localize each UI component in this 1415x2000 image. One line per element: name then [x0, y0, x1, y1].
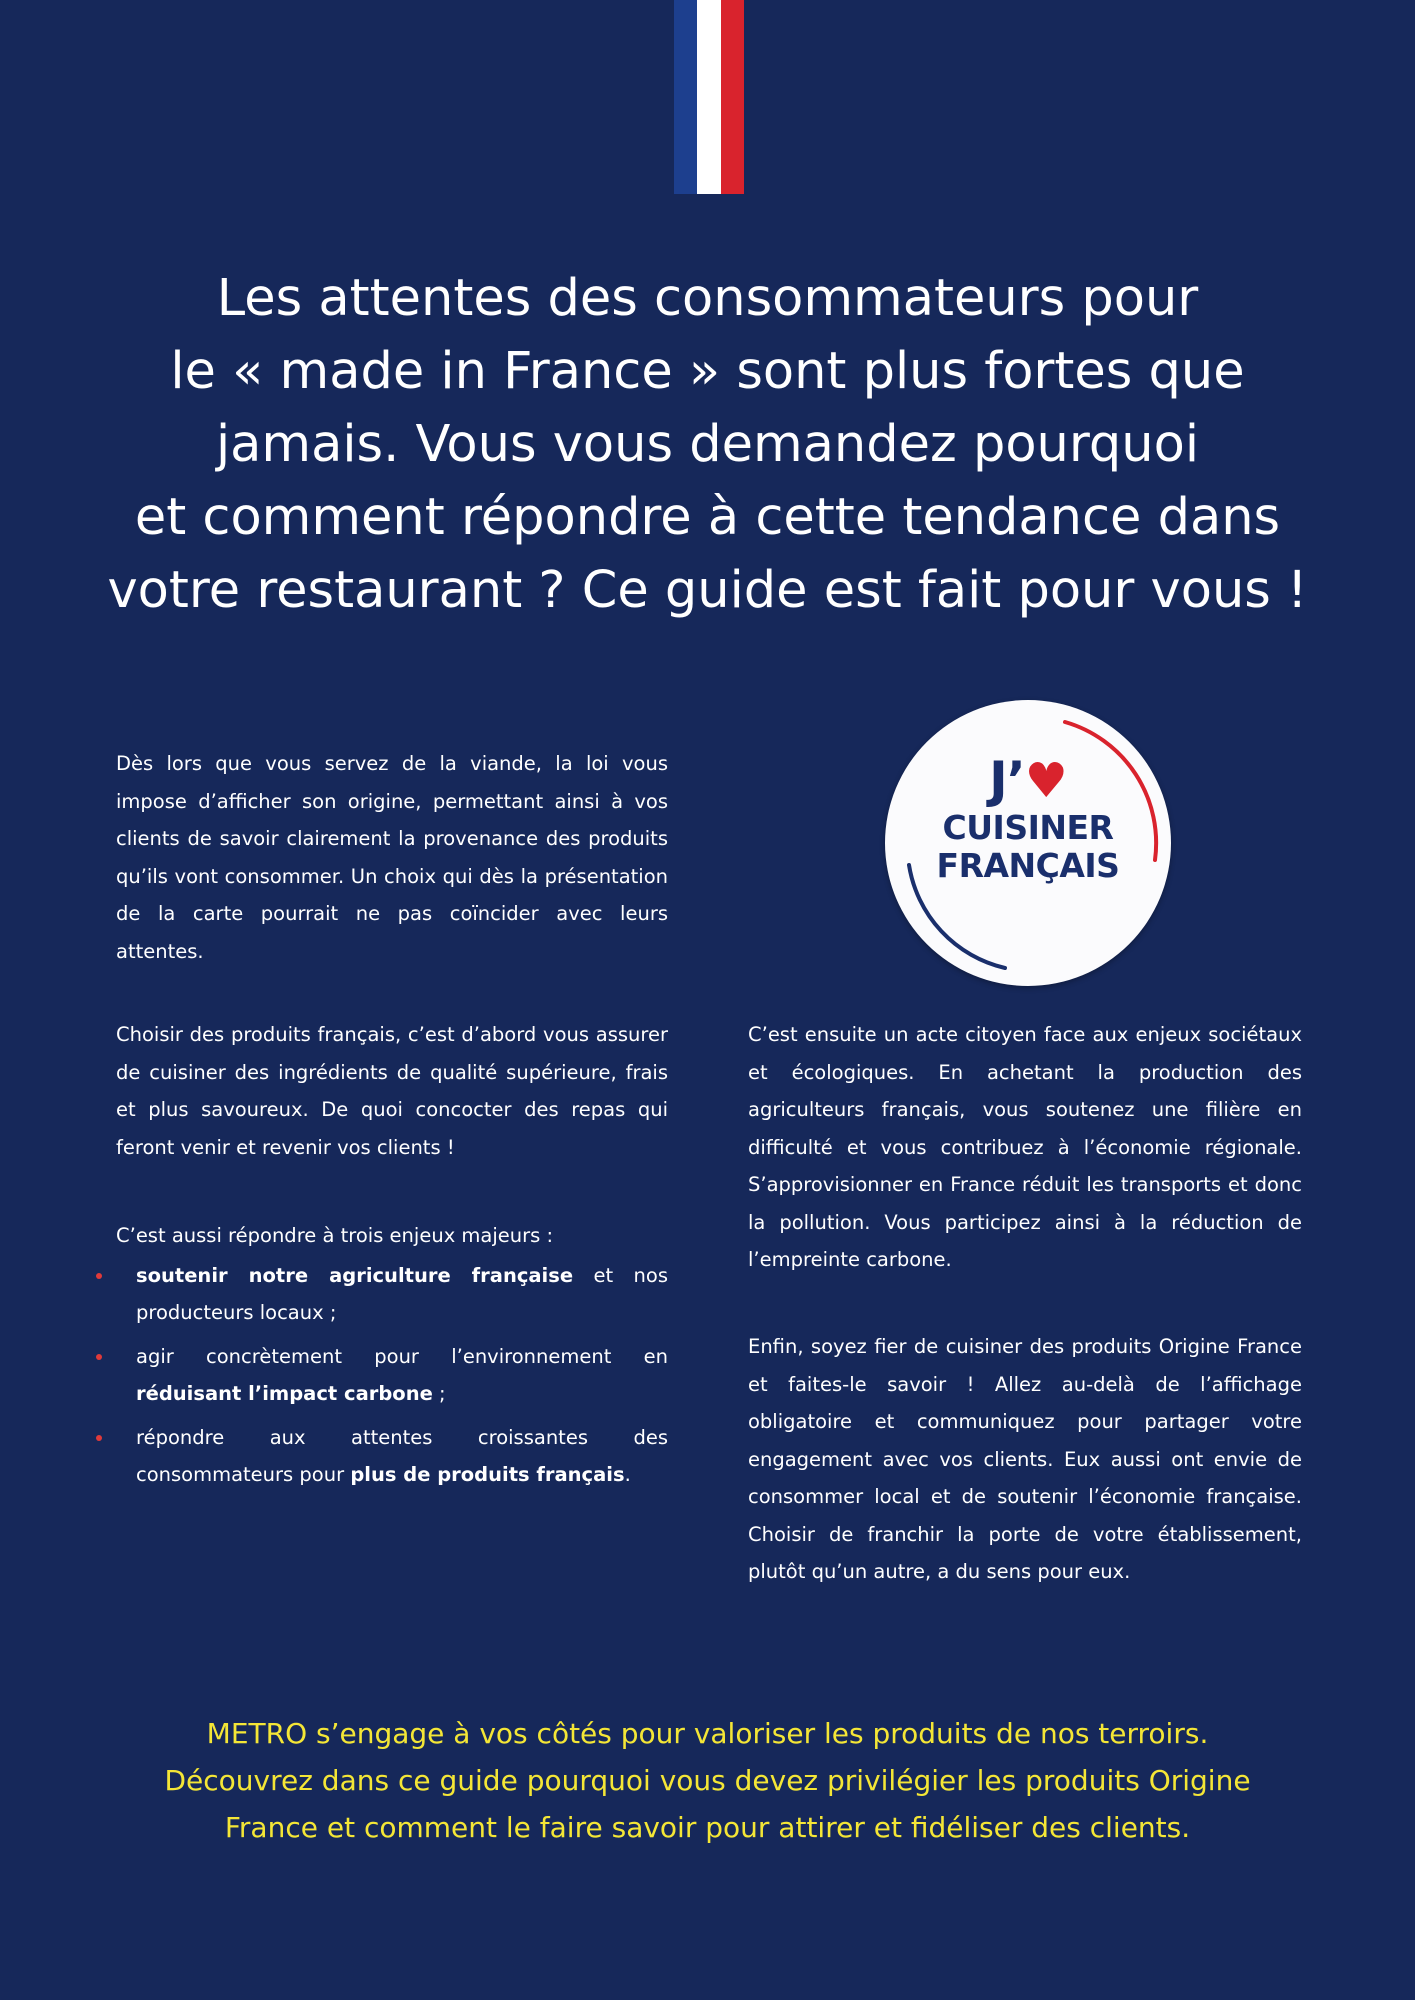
- list-item: [96, 1257, 668, 1332]
- badge-jaime: [885, 752, 1171, 809]
- right-paragraph-1: C’est ensuite un acte citoyen face aux enjeux sociétaux et écologiques. En achetant la production des agriculteurs français, vous soutenez une filière en difficulté et vous contribuez à l’économie régionale. S’approvisionner en France réduit les transports et donc la pollution. Vous participez ainsi à la réduction de l’empreinte carbone.: [748, 1023, 1302, 1271]
- headline-line: le « made in France » sont plus fortes que: [170, 342, 1245, 401]
- french-flag-ribbon: [674, 0, 744, 194]
- headline-line: et comment répondre à cette tendance dans: [134, 488, 1281, 547]
- badge-line-2: FRANÇAIS: [936, 846, 1120, 885]
- bullet-dot: [96, 1354, 102, 1360]
- bullet-bold: réduisant l’impact carbone: [136, 1382, 433, 1405]
- closing-line: France et comment le faire savoir pour attirer et fidéliser des clients.: [224, 1811, 1191, 1844]
- bullet-text: .: [624, 1463, 631, 1486]
- enjeux-list: [116, 1257, 668, 1494]
- right-column-para2-block: [748, 1328, 1302, 1591]
- headline: [90, 262, 1325, 627]
- left-paragraph-2: Choisir des produits français, c’est d’abord vous assurer de cuisiner des ingrédients de qualité supérieure, frais et plus savoureux. De quoi concocter des repas qui feront venir et revenir vos clients !: [116, 1023, 668, 1159]
- bullet-bold: plus de produits français: [350, 1463, 625, 1486]
- enjeux-intro: C’est aussi répondre à trois enjeux majeurs :: [116, 1224, 554, 1247]
- flag-red-stripe: [721, 0, 744, 194]
- list-item: [96, 1419, 668, 1494]
- jaime-cuisiner-francais-badge: [885, 700, 1171, 986]
- left-column-para1-block: [116, 745, 668, 970]
- bullet-bold: soutenir notre agriculture française: [136, 1263, 574, 1287]
- bullet-dot: [96, 1435, 102, 1441]
- badge-line-1: CUISINER: [942, 808, 1114, 847]
- flag-blue-stripe: [674, 0, 697, 194]
- bullet-text: répondre aux attentes croissantes des consommateurs pour: [136, 1425, 668, 1486]
- list-item: [96, 1338, 668, 1413]
- closing-line: METRO s’engage à vos côtés pour valoriser les produits de nos terroirs.: [206, 1717, 1209, 1750]
- headline-line: votre restaurant ? Ce guide est fait pour vous !: [107, 561, 1308, 620]
- closing-statement: [90, 1710, 1325, 1851]
- bullet-text: ;: [432, 1382, 446, 1405]
- left-column-enjeux-block: [116, 1217, 668, 1494]
- closing-line: Découvrez dans ce guide pourquoi vous devez privilégier les produits Origine: [164, 1764, 1251, 1797]
- headline-line: Les attentes des consommateurs pour: [216, 269, 1199, 328]
- bullet-text: et nos producteurs locaux ;: [136, 1263, 668, 1324]
- badge-j-letter: J’: [989, 751, 1025, 809]
- left-paragraph-1: Dès lors que vous servez de la viande, la loi vous impose d’afficher son origine, permettant ainsi à vos clients de savoir clairement la provenance des produits qu’ils vont consommer. Un choix qui dès la présentation de la carte pourrait ne pas coïncider avec leurs attentes.: [116, 752, 668, 963]
- left-column-para2-block: [116, 1016, 668, 1166]
- badge-text: [885, 752, 1171, 885]
- heart-icon: ♥: [1024, 753, 1067, 809]
- bullet-text: agir concrètement pour l’environnement en: [136, 1344, 668, 1368]
- flag-white-stripe: [697, 0, 720, 194]
- right-paragraph-2: Enfin, soyez fier de cuisiner des produits Origine France et faites-le savoir ! Allez au-delà de l’affichage obligatoire et communiquez pour partager votre engagement avec vos clients. Eux aussi ont envie de consommer local et de soutenir l’économie française. Choisir de franchir la porte de votre établissement, plutôt qu’un autre, a du sens pour eux.: [748, 1335, 1302, 1583]
- headline-line: jamais. Vous vous demandez pourquoi: [215, 415, 1200, 474]
- right-column-para1-block: [748, 1016, 1302, 1279]
- bullet-dot: [96, 1273, 102, 1279]
